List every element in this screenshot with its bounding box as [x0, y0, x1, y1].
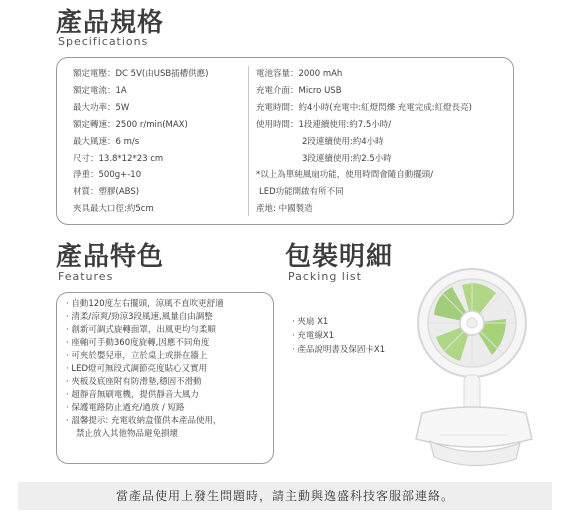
feature-item: · 創新可調式旋轉面罩，出風更均勻柔順: [66, 325, 216, 335]
spec-clip-diameter: 夾具最大口徑:約5cm: [73, 204, 154, 215]
spec-size: 尺寸：13.8*12*23 cm: [73, 153, 164, 164]
feature-item: · 夾板及底座附有防滑墊,穩固不滑動: [66, 377, 202, 387]
spec-charging-time: 充電時間：約4小時(充電中:紅燈閃爍 充電完成:紅燈長亮): [256, 102, 472, 113]
feature-item: · 清柔/涼爽/勁涼3段風速,風量自由調整: [66, 312, 213, 322]
features-subtitle: Features: [58, 270, 114, 283]
packing-list: [292, 315, 385, 357]
feature-item: · 可夾於嬰兒車，立於桌上或掛在牆上: [66, 351, 208, 361]
spec-origin: 產地: 中國製造: [256, 204, 313, 215]
spec-max-power: 最大功率：5W: [73, 102, 130, 113]
specs-title: 產品規格: [56, 8, 165, 38]
spec-net-weight: 淨重：500g+-10: [73, 170, 142, 181]
spec-usage-time-2: 2段連續使用:約4小時: [302, 136, 384, 147]
spec-max-wind-speed: 最大風速：6 m/s: [73, 136, 140, 147]
feature-item: · 溫馨提示: 充電收納盒僅供本產品使用，: [66, 416, 222, 426]
features-title: 產品特色: [56, 242, 165, 272]
feature-item: · 保護電路防止過充/過放 / 短路: [66, 403, 185, 413]
feature-item: · 超靜音無刷電機，提供靜音大風力: [66, 390, 199, 400]
spec-rated-current: 額定電流：1A: [73, 85, 127, 96]
spec-charging-interface: 充電介面：Micro USB: [256, 85, 342, 96]
fan-illustration: [400, 263, 550, 475]
spec-rated-voltage: 額定電壓：DC 5V(由USB插槽供應): [73, 69, 209, 79]
feature-item: · 自動120度左右擺頭，涼風不直吹更舒適: [66, 299, 224, 309]
packing-item: · 產品說明書及保固卡X1: [292, 345, 386, 355]
spec-usage-time-3: 3段連續使用:約2.5小時: [302, 153, 392, 164]
service-notice-bar: 當產品使用上發生問題時，請主動與逸盛科技客服部連絡。: [18, 482, 552, 510]
spec-rated-speed: 額定轉速：2500 r/min(MAX): [73, 119, 188, 130]
features-list: [66, 298, 224, 441]
specs-right-column: [256, 66, 472, 218]
spec-usage-note-2: LED功能開啟有所不同: [259, 187, 344, 198]
packing-subtitle: Packing list: [288, 270, 362, 283]
packing-title: 包裝明細: [285, 242, 394, 272]
feature-item: · LED燈可無段式調節亮度貼心又實用: [66, 364, 208, 374]
specs-divider: [248, 66, 249, 216]
spec-material: 材質：塑膠(ABS): [73, 187, 140, 198]
clip-fan-product-image: [400, 263, 550, 475]
specs-subtitle: Specifications: [58, 35, 149, 48]
feature-item: · 座軸可手動360度旋轉,因應不同角度: [66, 338, 210, 348]
spec-usage-time-1: 使用時間：1段連續使用:約7.5小時/: [256, 119, 392, 130]
feature-item: 禁止放入其他物品避免損壞: [76, 429, 179, 439]
specs-left-column: [73, 66, 209, 218]
packing-item: · 充電線X1: [292, 331, 335, 341]
spec-battery-capacity: 電池容量：2000 mAh: [256, 69, 343, 79]
spec-usage-note: *以上為單純風扇功能，使用時間會隨自動擺頭/: [256, 170, 434, 181]
packing-item: · 夾扇 X1: [292, 317, 329, 327]
